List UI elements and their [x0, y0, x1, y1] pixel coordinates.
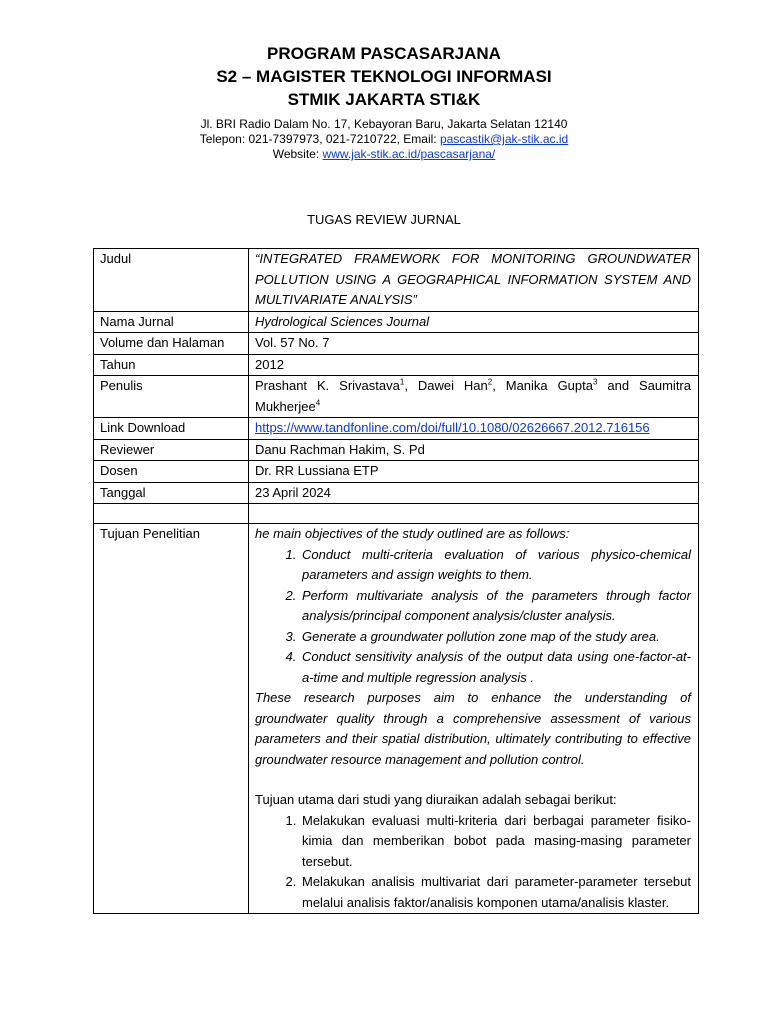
row-label: Tahun: [94, 354, 249, 376]
row-label: Nama Jurnal: [94, 311, 249, 333]
list-item: 1. Melakukan evaluasi multi-kriteria dari berbagai parameter fisiko-kimia dan memberikan bobot pada masing-masing parameter tersebut.: [300, 811, 691, 873]
lecturer-value: Dr. RR Lussiana ETP: [249, 461, 699, 483]
download-link-cell: [249, 418, 699, 440]
row-label: Dosen: [94, 461, 249, 483]
table-row: [94, 418, 699, 440]
table-row: [94, 439, 699, 461]
year-value: 2012: [249, 354, 699, 376]
empty-row: [94, 504, 699, 524]
objectives-cell: [249, 524, 699, 914]
author-index: 2: [487, 377, 493, 387]
row-label: Judul: [94, 249, 249, 312]
volume-value: Vol. 57 No. 7: [249, 333, 699, 355]
table-row: [94, 376, 699, 418]
row-label: Penulis: [94, 376, 249, 418]
website-link[interactable]: www.jak-stik.ac.id/pascasarjana/: [322, 147, 496, 161]
reviewer-value: Danu Rachman Hakim, S. Pd: [249, 439, 699, 461]
program-title: PROGRAM PASCASARJANA: [267, 44, 501, 63]
author-index: 3: [592, 377, 598, 387]
website-label: Website:: [272, 147, 323, 161]
degree-title: S2 – MAGISTER TEKNOLOGI INFORMASI: [216, 67, 552, 86]
journal-name-value: Hydrological Sciences Journal: [249, 311, 699, 333]
authors-value: [249, 376, 699, 418]
row-label: Link Download: [94, 418, 249, 440]
address-line: Jl. BRI Radio Dalam No. 17, Kebayoran Baru, Jakarta Selatan 12140: [200, 117, 568, 131]
row-label: Reviewer: [94, 439, 249, 461]
table-row: [94, 354, 699, 376]
list-item: 2. Perform multivariate analysis of the parameters through factor analysis/principal component analysis/cluster analysis.: [300, 586, 691, 627]
objectives-intro-id: Tujuan utama dari studi yang diuraikan adalah sebagai berikut:: [255, 792, 617, 807]
empty-cell: [94, 504, 249, 524]
list-item: 1. Conduct multi-criteria evaluation of various physico-chemical parameters and assign weights to them.: [300, 545, 691, 586]
review-table: [93, 248, 699, 914]
objectives-list-en: [255, 545, 691, 689]
letterhead: [0, 42, 768, 162]
objectives-summary-en: These research purposes aim to enhance the understanding of groundwater quality through a comprehensive assessment of various parameters and their spatial distribution, ultimately contributing to effective groundwater resource management and pollution control.: [255, 690, 691, 767]
institution-title: STMIK JAKARTA STI&K: [287, 90, 481, 109]
journal-title-value: “INTEGRATED FRAMEWORK FOR MONITORING GROUNDWATER POLLUTION USING A GEOGRAPHICAL INFORMATION SYSTEM AND MULTIVARIATE ANALYSIS”: [249, 249, 699, 312]
author-name: and Saumitra Mukherjee: [255, 378, 691, 414]
table-row: [94, 482, 699, 504]
table-row: [94, 461, 699, 483]
document-title: TUGAS REVIEW JURNAL: [307, 212, 461, 227]
download-link[interactable]: https://www.tandfonline.com/doi/full/10.1080/02626667.2012.716156: [255, 420, 650, 435]
objectives-intro-en: he main objectives of the study outlined are as follows:: [255, 526, 570, 541]
paragraph-gap: [255, 770, 691, 790]
objectives-list-id: [255, 811, 691, 914]
date-value: 23 April 2024: [249, 482, 699, 504]
author-name: , Manika Gupta: [492, 378, 593, 393]
table-row: [94, 249, 699, 312]
author-name: , Dawei Han: [404, 378, 488, 393]
table-row: [94, 311, 699, 333]
list-item: 3. Generate a groundwater pollution zone map of the study area.: [300, 627, 691, 648]
list-item: 4. Conduct sensitivity analysis of the output data using one-factor-at-a-time and multiple regression analysis .: [300, 647, 691, 688]
empty-cell: [249, 504, 699, 524]
row-label: Tujuan Penelitian: [94, 524, 249, 914]
contact-line: [0, 132, 768, 147]
author-index: 1: [399, 377, 405, 387]
table-row: [94, 333, 699, 355]
list-item: 2. Melakukan analisis multivariat dari parameter-parameter tersebut melalui analisis faktor/analisis komponen utama/analisis klaster.: [300, 872, 691, 913]
row-label: Volume dan Halaman: [94, 333, 249, 355]
table-row: [94, 524, 699, 914]
author-index: 4: [315, 398, 321, 408]
row-label: Tanggal: [94, 482, 249, 504]
website-line: [0, 147, 768, 162]
author-name: Prashant K. Srivastava: [255, 378, 400, 393]
phone-text: Telepon: 021-7397973, 021-7210722, Email:: [199, 132, 440, 146]
email-link[interactable]: pascastik@jak-stik.ac.id: [439, 132, 569, 146]
